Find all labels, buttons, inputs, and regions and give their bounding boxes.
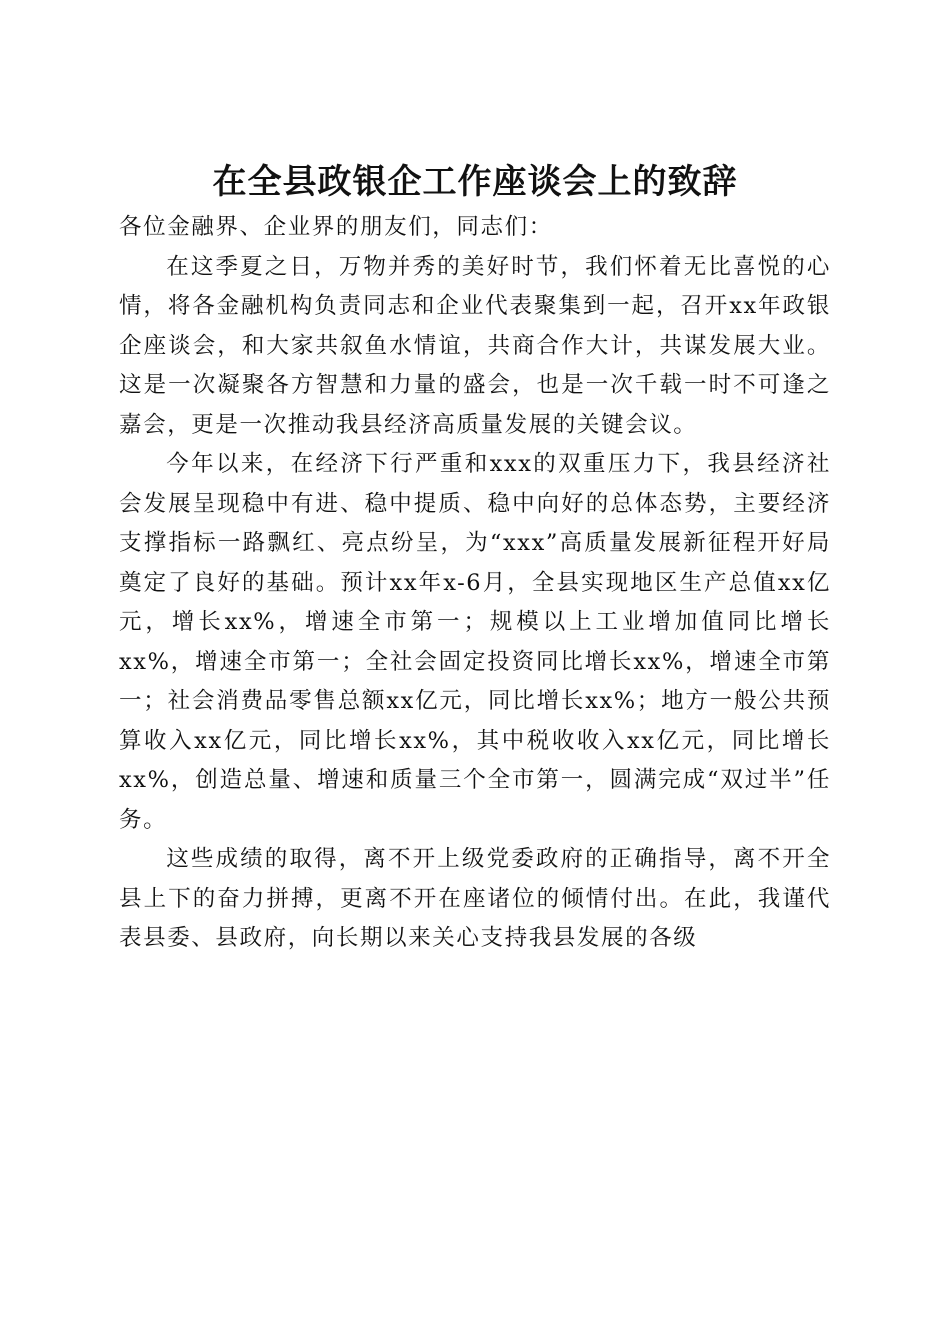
document-title: 在全县政银企工作座谈会上的致辞 [212, 161, 738, 202]
document-body [119, 208, 831, 959]
paragraph-achievements: 今年以来，在经济下行严重和xxx的双重压力下，我县经济社会发展呈现稳中有进、稳中提质、稳中向好的总体态势，主要经济支撑指标一路飘红、亮点纷呈，为“xxx”高质量发展新征程开好局奠定了良好的基础。预计xx年x-6月，全县实现地区生产总值xx亿元，增长xx%，增速全市第一；规模以上工业增加值同比增长xx%，增速全市第一；全社会固定投资同比增长xx%，增速全市第一；社会消费品零售总额xx亿元，同比增长xx%；地方一般公共预算收入xx亿元，同比增长xx%，其中税收收入xx亿元，同比增长xx%，创造总量、增速和质量三个全市第一，圆满完成“双过半”任务。 [119, 451, 831, 833]
salutation: 各位金融界、企业界的朋友们，同志们： [119, 214, 553, 240]
paragraph-thanks: 这些成绩的取得，离不开上级党委政府的正确指导，离不开全县上下的奋力拼搏，更离不开在座诸位的倾情付出。在此，我谨代表县委、县政府，向长期以来关心支持我县发展的各级 [119, 846, 831, 951]
paragraph-opening: 在这季夏之日，万物并秀的美好时节，我们怀着无比喜悦的心情，将各金融机构负责同志和企业代表聚集到一起，召开xx年政银企座谈会，和大家共叙鱼水情谊，共商合作大计，共谋发展大业。这是一次凝聚各方智慧和力量的盛会，也是一次千载一时不可逢之嘉会，更是一次推动我县经济高质量发展的关键会议。 [119, 253, 831, 438]
